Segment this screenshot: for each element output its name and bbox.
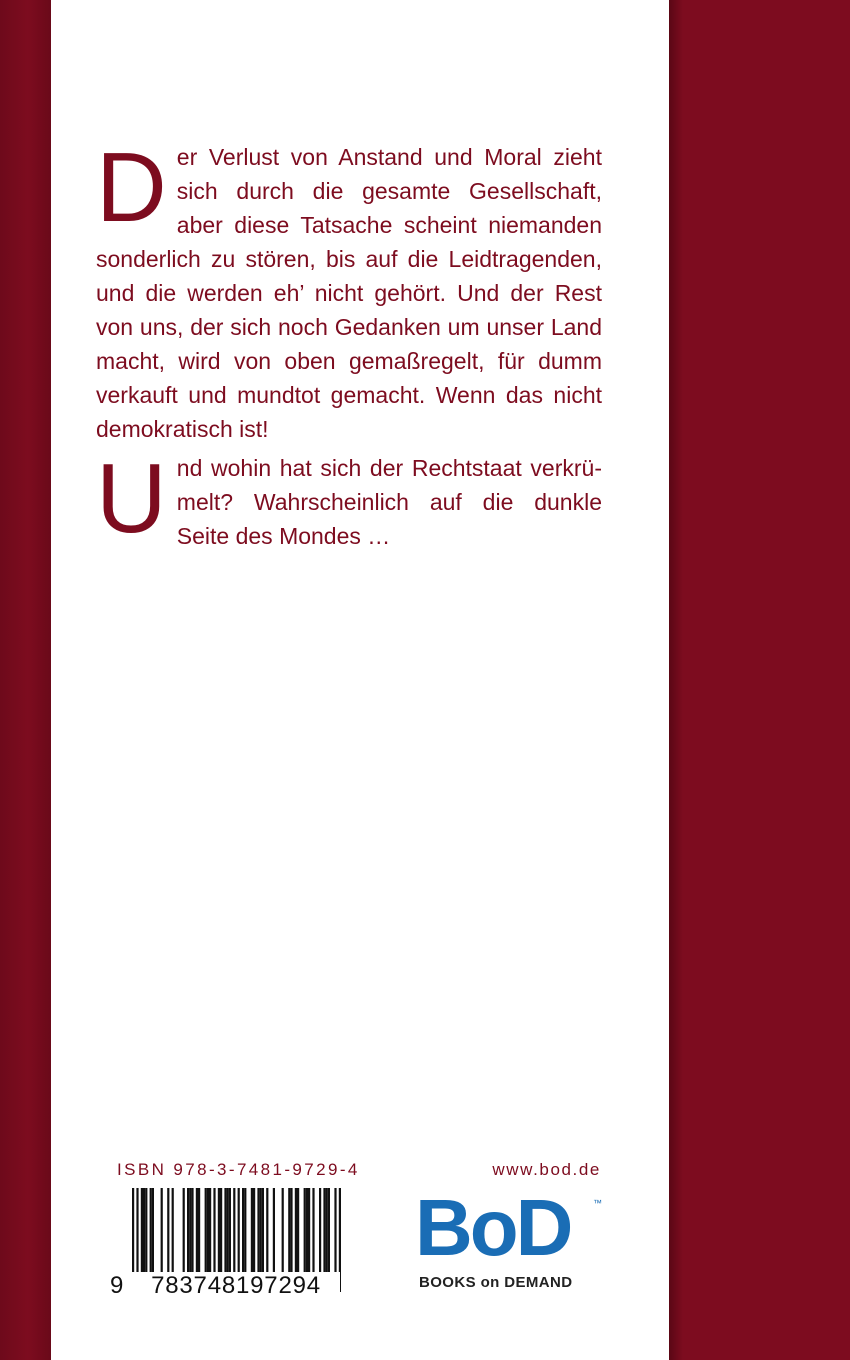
bod-tagline: BOOKS on DEMAND (419, 1274, 573, 1291)
barcode-bar (167, 1188, 169, 1274)
drop-cap-d: D (96, 132, 167, 242)
barcode-bar (273, 1188, 275, 1274)
barcode-bar (323, 1188, 325, 1274)
barcode-bar (220, 1188, 222, 1274)
barcode-bar (288, 1188, 290, 1274)
barcode-bar (290, 1188, 292, 1274)
barcode-bar (304, 1188, 306, 1274)
barcode-bar (229, 1188, 231, 1274)
barcode-bar (145, 1188, 147, 1274)
barcode-bar (306, 1188, 308, 1274)
barcode-bar (227, 1188, 229, 1274)
barcode-bar (205, 1188, 207, 1274)
barcode-bar (326, 1188, 328, 1274)
barcode-bar (319, 1188, 321, 1274)
barcode-bar (172, 1188, 174, 1274)
barcode-bar (207, 1188, 209, 1274)
barcode-bar (187, 1188, 189, 1274)
barcode-bar (161, 1188, 163, 1274)
isbn-label: ISBN 978-3-7481-9729-4 (117, 1160, 360, 1179)
barcode-bar (257, 1188, 259, 1274)
cover-left-edge (0, 0, 51, 1360)
barcode-bar (141, 1188, 143, 1274)
barcode-bar (218, 1188, 220, 1274)
barcode-bar (242, 1188, 244, 1274)
barcode-bar (312, 1188, 314, 1274)
bod-wordmark: BoD (415, 1183, 571, 1272)
bod-logo (415, 1183, 609, 1296)
drop-cap-u: U (96, 443, 167, 553)
publisher-url: www.bod.de (492, 1160, 601, 1179)
barcode-bar (198, 1188, 200, 1274)
barcode-bar (244, 1188, 246, 1274)
blurb-paragraph-2 (96, 443, 602, 553)
barcode-bar (189, 1188, 191, 1274)
blurb-paragraph-1-text: er Verlust von Anstand und Moral zieht sich durch die gesamte Gesellschaft, aber diese Tatsache scheint niemanden sonderlich zu stören, bis auf die Leidtragenden, und die werden eh’ nicht gehört. Und der Rest von uns, der sich noch Gedanken um unser Land macht, wird von oben gemaßregelt, für dumm verkauft und mundtot gemacht. Wenn das nicht demokratisch ist! (96, 144, 602, 442)
cover-spine-band (669, 0, 850, 1360)
isbn-barcode (110, 1188, 342, 1300)
trademark-symbol: ™ (593, 1198, 602, 1208)
barcode-digits: 783748197294 (132, 1272, 340, 1300)
barcode-bar (297, 1188, 299, 1274)
barcode-bar (209, 1188, 211, 1274)
barcode-bar (143, 1188, 145, 1274)
barcode-bar (253, 1188, 255, 1274)
barcode-bar (152, 1188, 154, 1274)
barcode-bar (282, 1188, 284, 1274)
barcode-bar (213, 1188, 215, 1274)
barcode-bar (183, 1188, 185, 1274)
barcode-bar (295, 1188, 297, 1274)
barcode-bar (266, 1188, 268, 1274)
barcode-bar (150, 1188, 152, 1274)
barcode-bar (224, 1188, 226, 1274)
barcode-bar (308, 1188, 310, 1274)
barcode-first-digit: 9 (110, 1272, 124, 1299)
barcode-bar (262, 1188, 264, 1274)
barcode-bar (260, 1188, 262, 1274)
blurb-paragraph-2-text: nd wohin hat sich der Rechtstaat verkrümelt? Wahrscheinlich auf die dunkle Seite des Mondes … (176, 455, 602, 549)
barcode-bar (196, 1188, 198, 1274)
blurb-paragraph-1 (96, 132, 602, 446)
barcode-bar (251, 1188, 253, 1274)
barcode-bar (191, 1188, 193, 1274)
barcode-bar (328, 1188, 330, 1274)
